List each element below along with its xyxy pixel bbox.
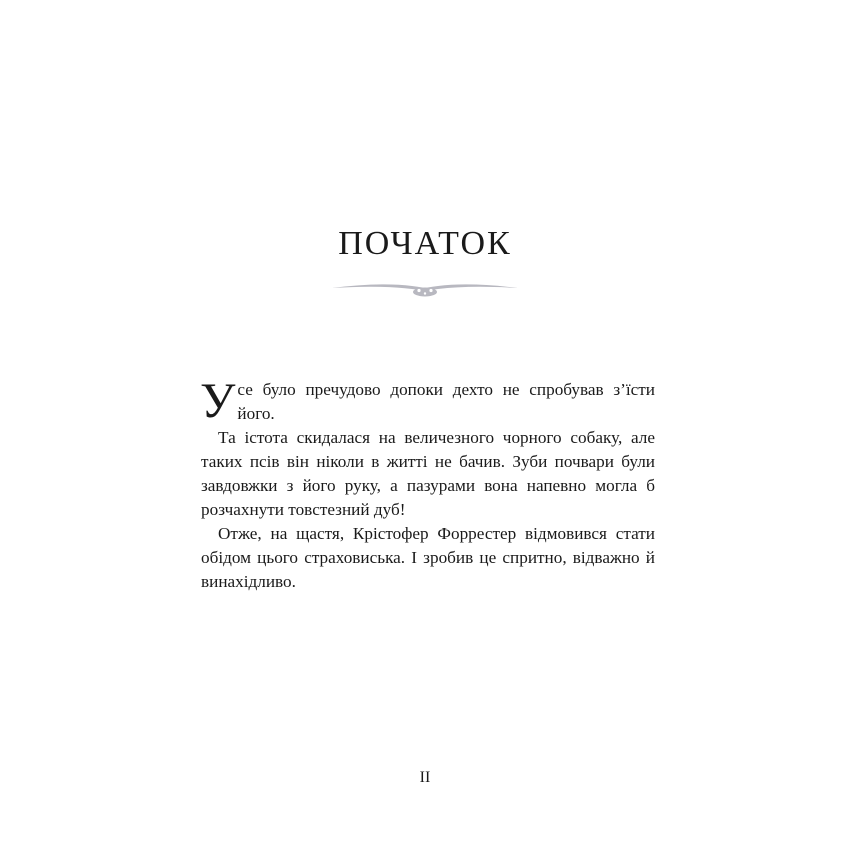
paragraph-1-text: се було пречудово допоки дехто не спробував з’їсти його.: [237, 380, 655, 423]
decorative-swash-divider-icon: [330, 278, 520, 298]
chapter-title: ПОЧАТОК: [338, 225, 512, 262]
drop-cap: У: [200, 372, 236, 428]
paragraph-2: Та істота скидалася на величезного чорного собаку, але таких псів він ніколи в житті не бачив. Зуби почвари були завдовжки з його руку, а пазурами вона напевно могла б розчахнути товстезний дуб!: [201, 428, 655, 519]
paragraph-3: Отже, на щастя, Крістофер Форрестер відмовився стати обідом цього страховиська. І зробив це спритно, відважно й винахідливо.: [201, 524, 655, 591]
chapter-body: [200, 372, 655, 594]
paragraph-1: [200, 372, 655, 428]
page-number: II: [419, 769, 431, 786]
